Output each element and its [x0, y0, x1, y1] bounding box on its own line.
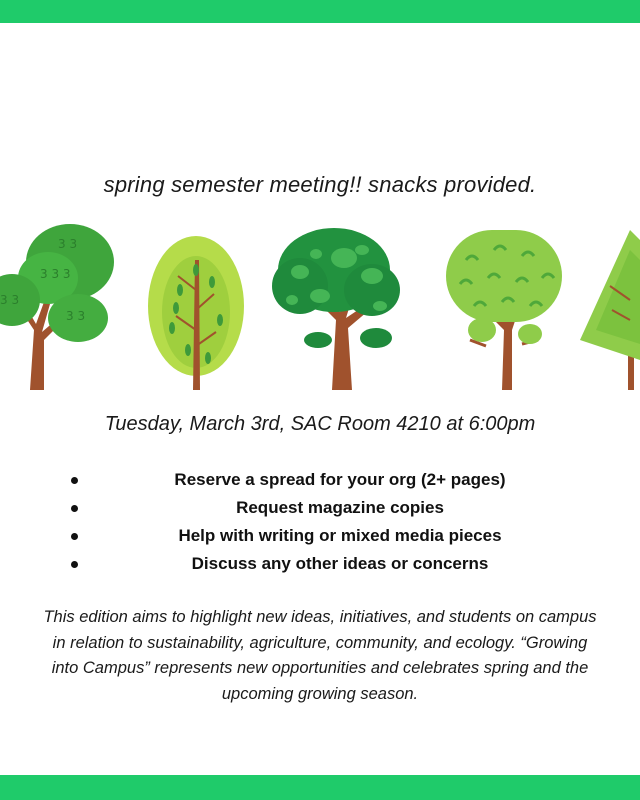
headline: spring semester meeting!! snacks provided.: [103, 172, 537, 197]
bullet-icon: [71, 561, 78, 568]
agenda-item: [0, 550, 640, 578]
arch-pattern-tree-icon: [446, 230, 562, 390]
top-accent-bar: [0, 0, 640, 23]
agenda-item: [0, 522, 640, 550]
bottom-accent-bar: [0, 775, 640, 800]
oval-tree-icon: [148, 236, 244, 390]
dark-spotted-tree-icon: [272, 228, 400, 390]
agenda-item: [0, 466, 640, 494]
agenda-item: [0, 494, 640, 522]
tree-illustration: [0, 220, 640, 395]
agenda-item-text: Reserve a spread for your org (2+ pages): [174, 470, 506, 489]
agenda-item-text: Discuss any other ideas or concerns: [191, 554, 489, 573]
bullet-icon: [71, 477, 78, 484]
svg-text:3 3: 3 3: [0, 293, 20, 307]
bullet-icon: [71, 505, 78, 512]
agenda-list: [0, 466, 640, 578]
edition-description: This edition aims to highlight new ideas, initiatives, and students on campus in relation to sustainability, agriculture, community, and ecology. “Growing into Campus” represents new opportunities and celebrates spring and the upcoming growing season.: [43, 608, 597, 703]
event-details: Tuesday, March 3rd, SAC Room 4210 at 6:00pm: [104, 413, 536, 435]
svg-text:3 3: 3 3: [58, 237, 78, 251]
agenda-item-text: Request magazine copies: [236, 498, 444, 517]
agenda-item-text: Help with writing or mixed media pieces: [178, 526, 502, 545]
svg-text:3 3 3: 3 3 3: [40, 267, 71, 281]
bullet-icon: [71, 533, 78, 540]
svg-text:3 3: 3 3: [66, 309, 86, 323]
round-cloud-tree-icon: [0, 224, 114, 390]
triangle-tree-icon: [580, 230, 640, 390]
